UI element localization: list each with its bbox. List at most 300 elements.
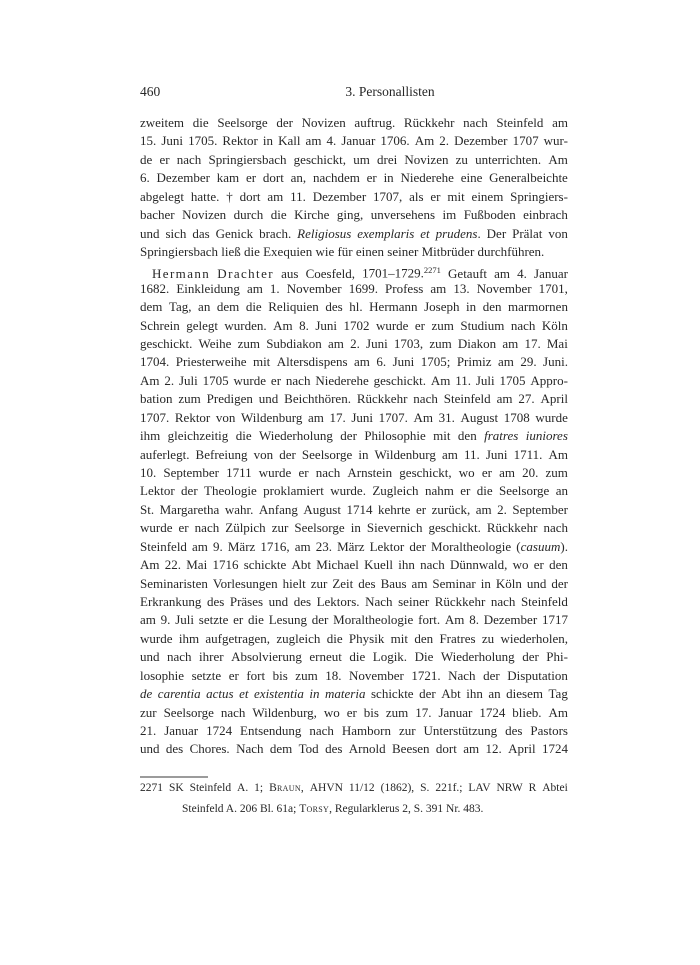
text-fragment: hl.: [349, 299, 363, 315]
text-fragment: geschickt.: [373, 372, 426, 388]
text-fragment: der: [276, 115, 293, 130]
text-fragment: Michael: [316, 557, 359, 573]
word-token: [500, 630, 568, 648]
word-token: [209, 151, 287, 169]
text-fragment: wur-: [543, 133, 568, 149]
text-fragment: losophie: [140, 667, 185, 683]
word-token: [430, 188, 440, 206]
text-fragment: Phi-: [546, 649, 568, 665]
word-token: [399, 464, 451, 482]
word-token: [349, 630, 384, 648]
word-token: [340, 427, 357, 445]
word-token: [483, 667, 500, 685]
word-token: [412, 575, 428, 593]
text-fragment: Einkleidung: [176, 280, 240, 296]
text-fragment: einbrach: [523, 207, 568, 223]
text-fragment: Getauft: [448, 265, 488, 281]
text-fragment: zu: [455, 151, 468, 167]
word-token: [347, 704, 357, 722]
text-fragment: Unterstützung: [423, 722, 498, 738]
word-token: [424, 722, 498, 740]
word-token: [176, 353, 247, 371]
text-fragment: Entsendung: [240, 722, 302, 738]
text-fragment: Juli: [475, 372, 495, 388]
word-token: [236, 740, 263, 758]
word-token: [534, 556, 544, 574]
text-fragment: am: [475, 501, 492, 517]
text-fragment: wo: [512, 557, 529, 573]
word-token: [193, 114, 209, 132]
word-token: [167, 648, 192, 666]
text-fragment: an: [555, 483, 568, 499]
text-fragment: 1716,: [260, 538, 290, 554]
word-token: [287, 280, 342, 298]
text-fragment: geschickt,: [399, 465, 452, 481]
text-fragment: 9.: [160, 612, 171, 628]
word-token: [415, 132, 435, 150]
text-fragment: Appro-: [530, 372, 568, 388]
text-fragment: am: [140, 612, 156, 628]
word-token: [487, 225, 507, 243]
word-token: [140, 519, 173, 537]
word-token: [140, 206, 175, 224]
word-token: [418, 611, 440, 629]
word-token: [234, 206, 264, 224]
text-fragment: und: [140, 649, 160, 665]
word-token: [542, 778, 568, 799]
text-line: [140, 280, 568, 298]
text-fragment: 1705: [202, 372, 229, 388]
text-fragment: Am: [413, 409, 434, 425]
text-fragment: er: [346, 704, 357, 720]
text-line: [140, 611, 568, 629]
text-fragment: nach: [315, 465, 341, 481]
word-token: [450, 556, 507, 574]
text-fragment: Am: [444, 612, 465, 628]
text-fragment: Niederehe: [400, 170, 454, 186]
word-token: [486, 740, 502, 758]
paragraph: [140, 114, 568, 261]
word-token: [310, 778, 343, 799]
word-token: [522, 464, 538, 482]
word-token: [420, 556, 445, 574]
text-fragment: 1721.: [411, 667, 441, 683]
word-token: [373, 188, 402, 206]
word-token: [140, 482, 175, 500]
word-token: [192, 225, 209, 243]
text-fragment: des: [293, 593, 312, 609]
text-fragment: aufgetragen,: [205, 630, 270, 646]
text-fragment: zweitem: [140, 115, 185, 130]
word-token: [349, 298, 362, 316]
text-fragment: Wildenburg: [374, 446, 436, 462]
word-token: [551, 575, 568, 593]
text-fragment: wurde.: [330, 483, 366, 499]
text-fragment: Abt: [441, 686, 461, 702]
text-fragment: geschickt.: [140, 336, 193, 352]
text-fragment: de: [140, 686, 153, 702]
word-token: [350, 335, 360, 353]
text-fragment: 1711.: [513, 446, 543, 462]
text-fragment: Philosophie: [364, 428, 426, 444]
text-fragment: erneut: [309, 649, 342, 665]
text-fragment: Seelsorge: [301, 446, 353, 462]
text-fragment: 1705: [499, 372, 526, 388]
text-fragment: carentia: [157, 686, 201, 702]
text-fragment: 27.: [518, 391, 535, 407]
word-token: [548, 225, 568, 243]
text-fragment: hielt: [282, 575, 306, 591]
text-fragment: Zeit: [332, 575, 354, 591]
word-token: [298, 464, 308, 482]
word-token: [414, 409, 434, 427]
word-token: [464, 206, 516, 224]
text-fragment: er: [298, 465, 309, 481]
text-fragment: 11.: [463, 446, 480, 462]
word-token: [217, 114, 267, 132]
text-fragment: Juni: [392, 354, 415, 370]
word-token: [375, 446, 436, 464]
text-fragment: dem: [140, 299, 163, 315]
text-fragment: er: [460, 483, 471, 499]
word-token: [165, 225, 186, 243]
word-token: [398, 593, 429, 611]
text-fragment: R: [528, 782, 537, 794]
text-fragment: 31.: [438, 409, 455, 425]
text-fragment: 4.: [326, 133, 337, 149]
word-token: [357, 225, 414, 243]
word-token: [292, 556, 312, 574]
word-token: [237, 778, 248, 799]
text-fragment: 1707: [512, 133, 539, 149]
text-fragment: mit: [252, 354, 271, 370]
text-fragment: Am: [548, 704, 568, 720]
word-token: [206, 722, 232, 740]
word-token: [140, 501, 154, 519]
word-token: [161, 611, 171, 629]
word-token: [357, 390, 408, 408]
word-token: [182, 206, 226, 224]
word-token: [393, 353, 415, 371]
text-fragment: wahr.: [224, 501, 254, 517]
word-token: [263, 169, 284, 187]
word-token: [421, 353, 451, 371]
text-fragment: Anfang: [258, 501, 298, 517]
text-fragment: und: [526, 575, 547, 591]
word-token: [230, 593, 263, 611]
word-token: [283, 575, 306, 593]
word-token: [526, 427, 568, 445]
text-fragment: am: [552, 115, 568, 130]
text-fragment: der: [279, 446, 296, 462]
text-fragment: de: [140, 151, 153, 167]
word-token: [140, 446, 189, 464]
word-token: [351, 519, 361, 537]
text-fragment: Absolvierung: [231, 649, 302, 665]
text-fragment: Predigen: [206, 391, 253, 407]
text-fragment: bis: [272, 667, 288, 683]
word-token: [140, 648, 160, 666]
text-fragment: dort: [262, 170, 284, 186]
text-fragment: SK: [168, 782, 184, 794]
text-fragment: Steinfeld: [496, 115, 544, 130]
word-token: [216, 225, 254, 243]
text-fragment: Reliquien: [268, 299, 319, 315]
text-fragment: materia: [325, 686, 366, 702]
text-fragment: zum: [237, 336, 260, 352]
text-fragment: Joseph: [424, 299, 460, 315]
text-fragment: er: [366, 170, 377, 186]
word-token: [325, 740, 342, 758]
word-token: [240, 188, 261, 206]
text-fragment: Kuell: [364, 557, 394, 573]
word-token: [213, 538, 223, 556]
text-fragment: Religiosus: [297, 225, 352, 241]
text-fragment: 18.: [325, 667, 342, 683]
text-fragment: Wildenburg,: [252, 704, 317, 720]
text-fragment: Steinfeld A. 206 Bl. 61a;: [182, 802, 300, 815]
text-fragment: Dezember: [454, 133, 508, 149]
text-fragment: nach: [309, 722, 334, 738]
word-token: [404, 114, 455, 132]
word-token: [539, 280, 568, 298]
text-fragment: 12.: [485, 741, 502, 757]
word-token: [140, 372, 160, 390]
word-token: [432, 501, 471, 519]
word-token: [429, 335, 451, 353]
text-fragment: Seminaristen: [140, 575, 208, 591]
text-fragment: des: [206, 593, 225, 609]
word-token: [499, 482, 549, 500]
text-fragment: 9.: [213, 538, 223, 554]
text-fragment: 1707,: [373, 188, 403, 204]
word-token: [433, 427, 450, 445]
text-fragment: auferlegt.: [140, 446, 190, 462]
text-fragment: et: [420, 225, 430, 241]
text-fragment: 1716: [212, 557, 239, 573]
text-fragment: fort.: [418, 612, 441, 628]
word-token: [179, 519, 189, 537]
word-token: [229, 667, 239, 685]
text-fragment: Baus: [380, 575, 407, 591]
word-token: [441, 685, 461, 703]
text-fragment: hatte.: [190, 188, 220, 204]
text-fragment: Juni: [366, 336, 388, 352]
word-token: [188, 132, 217, 150]
word-token: [365, 593, 392, 611]
text-fragment: Generalbeichte: [489, 170, 568, 186]
word-token: [337, 206, 363, 224]
text-fragment: aus: [281, 265, 299, 281]
text-fragment: 1724: [541, 741, 568, 757]
text-line: [140, 188, 568, 206]
word-token: [529, 778, 537, 799]
word-token: [259, 501, 298, 519]
word-token: [349, 740, 386, 758]
text-fragment: 1714: [346, 501, 373, 517]
text-line: [140, 151, 568, 169]
text-fragment: Am: [273, 317, 293, 333]
word-token: [505, 722, 522, 740]
text-fragment: 17.: [524, 336, 541, 352]
word-token: [354, 353, 370, 371]
text-fragment: am: [441, 446, 458, 462]
word-token: [259, 464, 292, 482]
word-token: [399, 722, 416, 740]
text-fragment: 1703,: [393, 336, 424, 352]
text-fragment: nach: [463, 115, 488, 130]
text-fragment: Januar: [164, 722, 199, 738]
text-fragment: an: [198, 299, 211, 315]
text-fragment: Beesen: [392, 741, 430, 757]
word-token: [246, 667, 265, 685]
text-fragment: wurde: [375, 317, 409, 333]
text-fragment: er: [415, 501, 427, 517]
word-token: [263, 482, 324, 500]
word-token: [253, 353, 270, 371]
text-fragment: zur: [271, 520, 289, 536]
word-token: [413, 390, 438, 408]
word-token: [432, 575, 475, 593]
word-token: [497, 778, 523, 799]
text-fragment: 2271: [140, 782, 163, 794]
text-fragment: auftrug.: [354, 115, 396, 130]
word-token: [358, 446, 368, 464]
word-token: [415, 317, 425, 335]
word-token: [276, 114, 293, 132]
word-token: [404, 151, 448, 169]
word-token: [316, 556, 359, 574]
word-token: [175, 611, 194, 629]
word-token: [430, 280, 446, 298]
text-fragment: die: [476, 483, 493, 499]
text-line: [140, 372, 568, 390]
text-fragment: Rückkehr: [356, 391, 408, 407]
word-token: [371, 685, 414, 703]
word-token: [518, 390, 534, 408]
text-fragment: die: [326, 630, 343, 646]
word-token: [269, 611, 307, 629]
text-fragment: Novizen: [182, 207, 227, 223]
text-fragment: †: [226, 188, 233, 204]
text-fragment: bation: [140, 391, 173, 407]
text-fragment: Präses: [229, 593, 264, 609]
word-token: [489, 169, 568, 187]
word-token: [456, 151, 468, 169]
text-fragment: 1707.: [140, 409, 170, 425]
text-fragment: Januar: [534, 265, 568, 281]
word-token: [291, 169, 307, 187]
text-line: [140, 501, 568, 519]
word-token: [420, 225, 429, 243]
word-token: [140, 464, 156, 482]
word-token: [332, 575, 353, 593]
word-token: [186, 317, 218, 335]
text-fragment: fort: [246, 667, 266, 683]
text-fragment: ).: [560, 538, 568, 554]
text-fragment: zur: [140, 704, 157, 720]
word-token: [306, 132, 322, 150]
text-fragment: die: [192, 115, 209, 130]
word-token: [461, 169, 483, 187]
text-fragment: nach: [194, 520, 220, 536]
word-token: [263, 132, 273, 150]
text-fragment: am: [192, 538, 208, 554]
word-token: [327, 630, 343, 648]
word-token: [217, 298, 239, 316]
text-fragment: Wildenburg: [241, 409, 303, 425]
text-fragment: Dezember: [312, 188, 367, 204]
word-token: [511, 317, 536, 335]
text-fragment: (: [516, 538, 521, 554]
text-fragment: Springiersbach: [208, 151, 287, 167]
word-token: [270, 740, 292, 758]
text-fragment: prudens: [435, 225, 478, 241]
word-token: [353, 151, 370, 169]
text-fragment: von: [215, 409, 236, 425]
text-fragment: Weihe: [198, 336, 232, 352]
word-token: [140, 556, 160, 574]
word-token: [315, 317, 337, 335]
text-fragment: diesem: [506, 686, 543, 702]
word-token: [267, 188, 283, 206]
word-token: [542, 611, 568, 629]
word-token: [364, 556, 393, 574]
word-token: [548, 446, 568, 464]
text-fragment: Juni: [485, 446, 508, 462]
word-token: [311, 575, 328, 593]
text-fragment: am: [496, 391, 513, 407]
word-token: [140, 114, 184, 132]
text-line: [140, 704, 568, 722]
word-token: [370, 538, 405, 556]
text-line: [140, 427, 568, 445]
text-fragment: er: [481, 465, 492, 481]
text-fragment: Prälat: [512, 225, 543, 241]
word-token: [347, 464, 392, 482]
word-token: [520, 353, 536, 371]
text-fragment: Priesterweihe: [175, 354, 247, 370]
text-fragment: Moraltheologie: [333, 612, 414, 628]
text-fragment: 1701,: [538, 280, 568, 296]
word-token: [140, 722, 156, 740]
word-token: [140, 169, 150, 187]
text-fragment: Theologie: [204, 483, 257, 499]
word-token: [161, 132, 183, 150]
text-fragment: Nach: [236, 741, 264, 757]
running-header: 3. Personallisten: [345, 84, 435, 99]
word-token: [513, 132, 539, 150]
text-fragment: am: [494, 265, 511, 281]
word-token: [457, 353, 492, 371]
word-token: [453, 280, 469, 298]
text-fragment: proklamiert: [263, 483, 324, 499]
text-fragment: September: [512, 501, 568, 517]
word-token: [476, 372, 495, 390]
text-line: [140, 390, 568, 408]
text-fragment: ihn: [398, 557, 415, 573]
text-fragment: Wiederholung: [440, 649, 515, 665]
text-fragment: er: [233, 612, 244, 628]
text-line: [140, 169, 568, 187]
word-token: [192, 538, 208, 556]
text-line: [140, 353, 568, 371]
word-token: [268, 298, 319, 316]
word-token: [497, 501, 507, 519]
text-fragment: des: [325, 299, 343, 315]
text-fragment: August: [460, 409, 499, 425]
word-token: [376, 317, 409, 335]
